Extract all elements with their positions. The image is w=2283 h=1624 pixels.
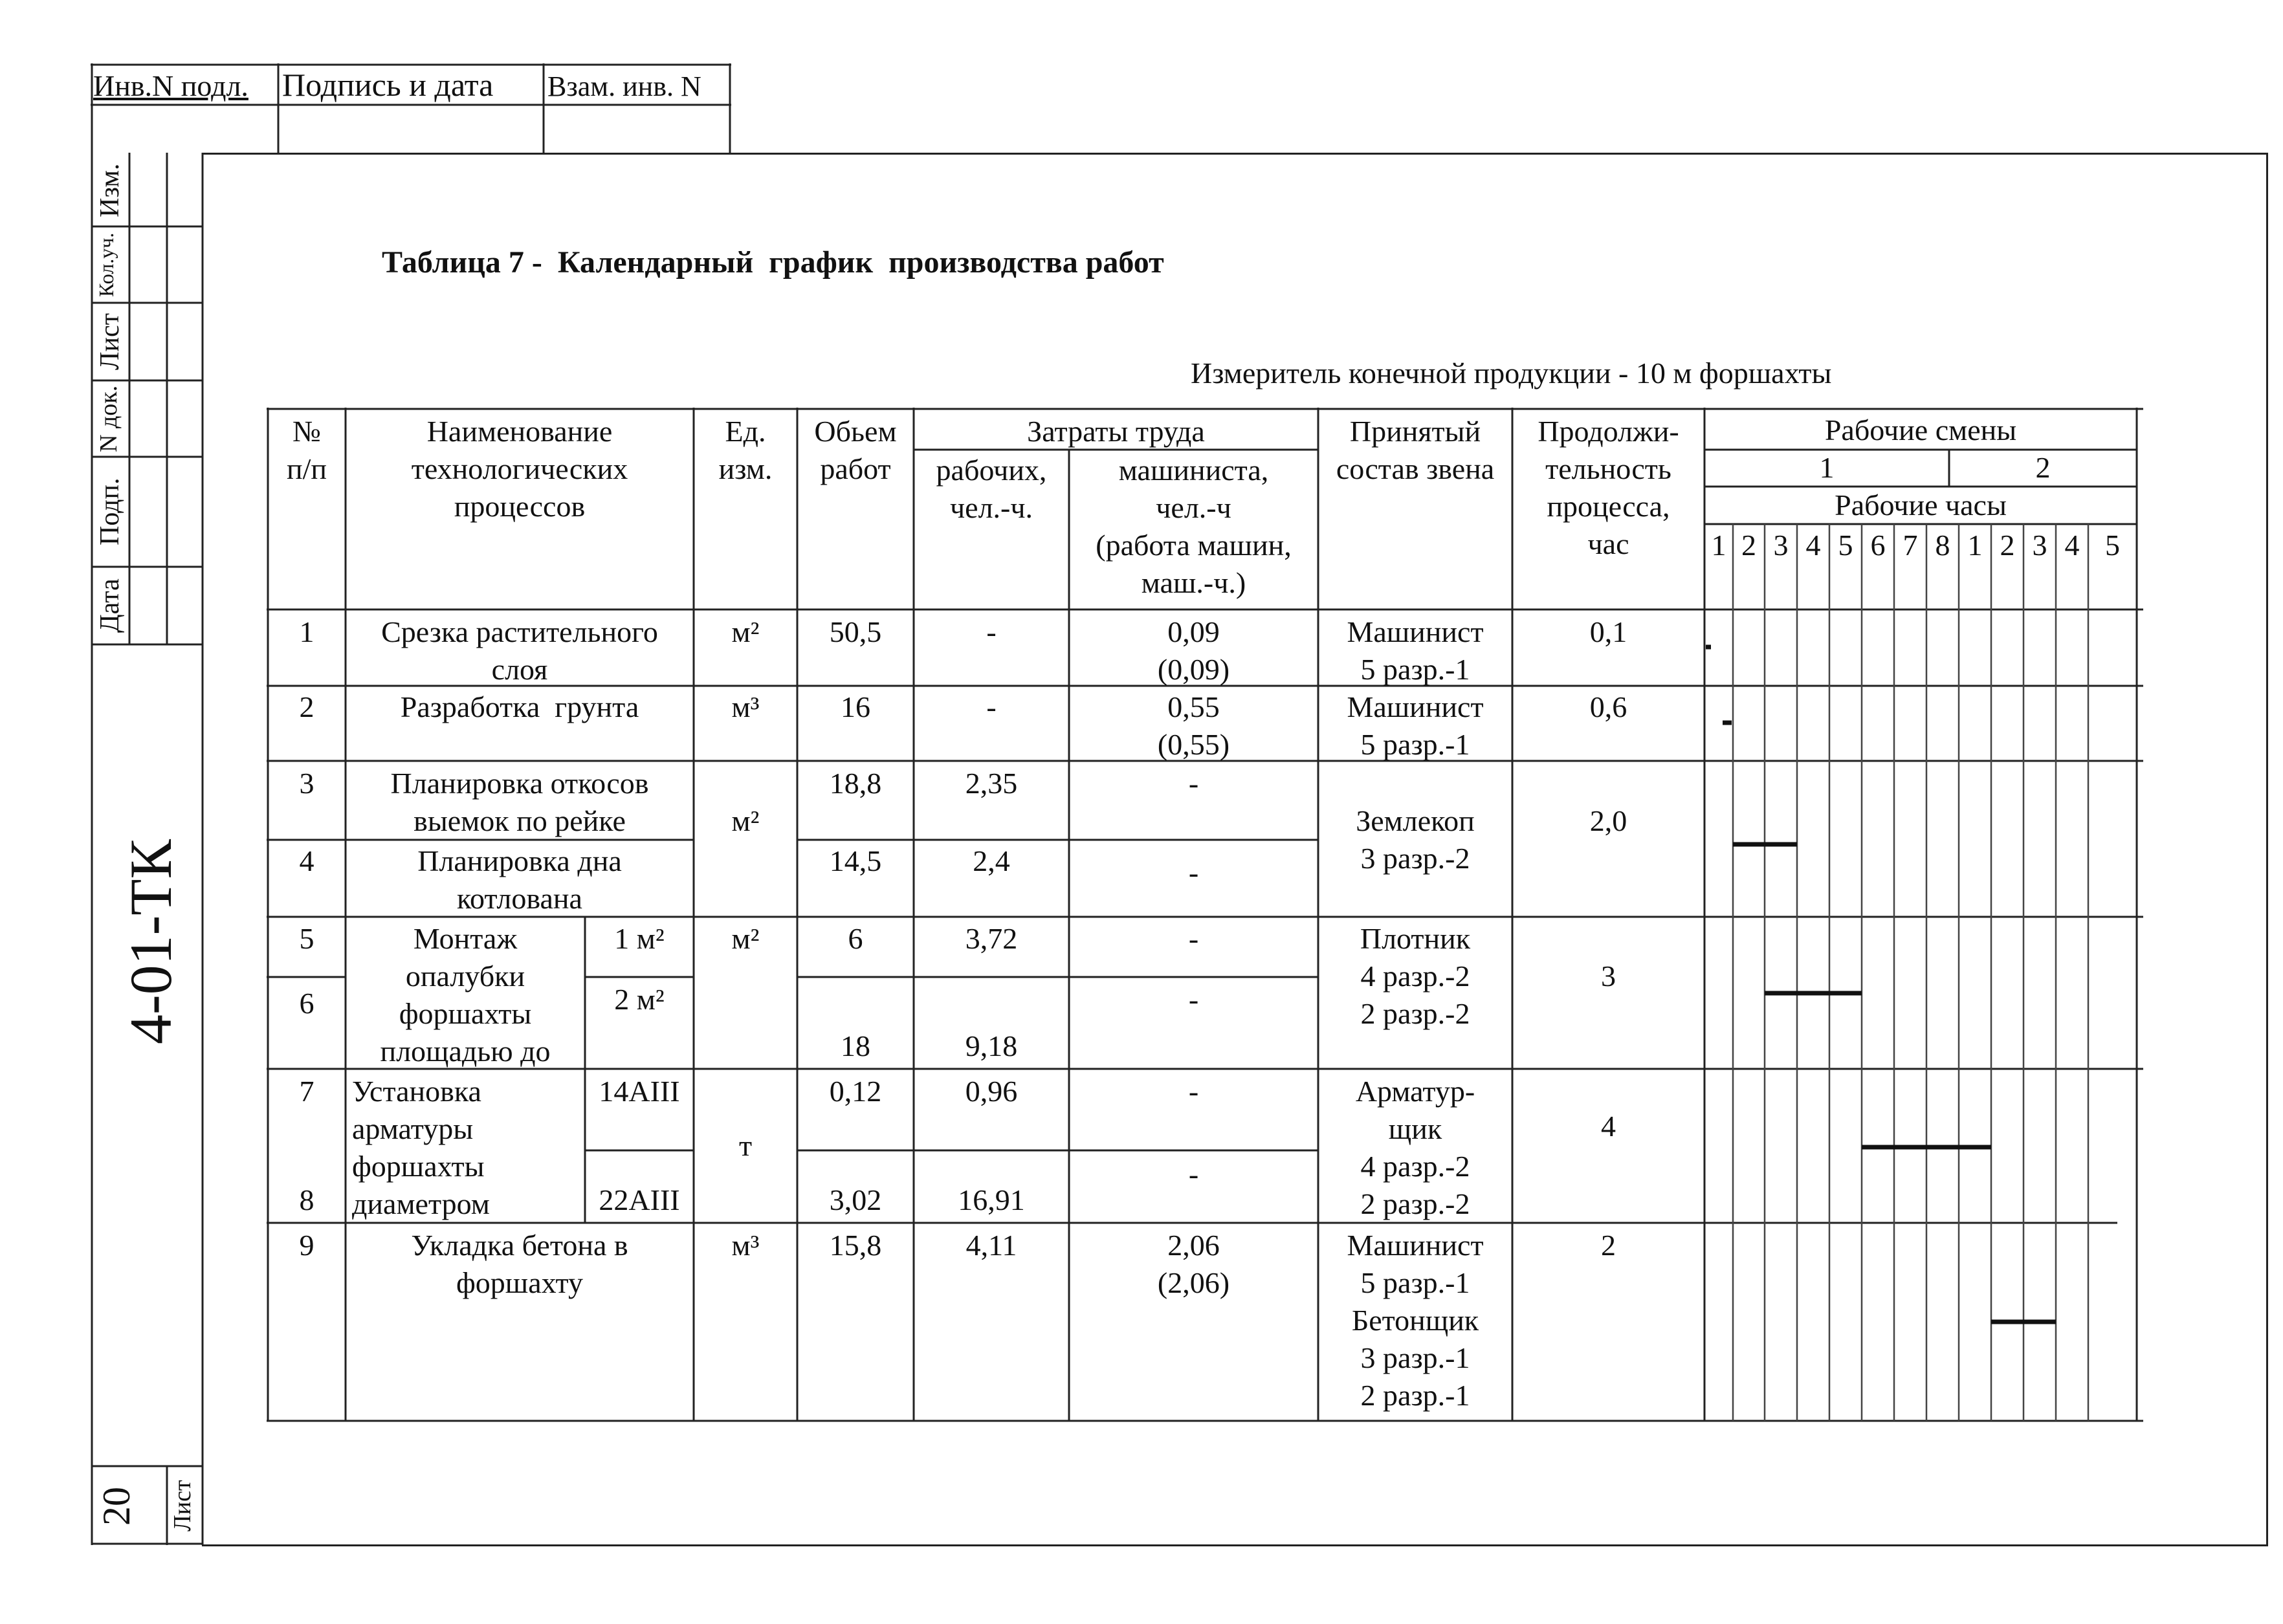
signature-date-label: Подпись и дата <box>282 67 494 103</box>
hour-label: 3 <box>2032 529 2047 562</box>
row1-volume: 50,5 <box>829 615 882 648</box>
stamp-izm: Изм. <box>95 163 125 217</box>
stamp-left-strip <box>91 153 204 1545</box>
row1-workers: - <box>986 615 997 648</box>
row8-num: 8 <box>299 1183 314 1216</box>
row5-num: 5 <box>299 922 314 955</box>
row1-crew: Машинист 5 разр.-1 <box>1347 615 1484 686</box>
row4-workers: 2,4 <box>973 844 1010 877</box>
row6-num: 6 <box>299 987 314 1020</box>
schedule-table <box>267 408 2143 1423</box>
row5-workers: 3,72 <box>965 922 1018 955</box>
row7-8-name: Установка арматуры форшахты диаметром <box>352 1075 490 1220</box>
doc-code: 4-01-ТК <box>118 839 184 1045</box>
row4-num: 4 <box>299 844 314 877</box>
sheet-label: Лист <box>169 1480 196 1531</box>
row3-num: 3 <box>299 767 314 800</box>
sheet-number: 20 <box>95 1487 138 1526</box>
row4-machinist: - <box>1188 856 1199 889</box>
header-name: Наименование технологических процессов <box>411 415 628 523</box>
row3-name: Планировка откосов выемок по рейке <box>390 767 649 837</box>
row4-volume: 14,5 <box>829 844 882 877</box>
row5-6-duration: 3 <box>1601 960 1616 993</box>
hour-label: 1 <box>1711 529 1726 562</box>
row8-machinist: - <box>1188 1158 1199 1191</box>
hour-label: 3 <box>1773 529 1789 562</box>
row7-sub: 14AIII <box>599 1075 680 1108</box>
row7-num: 7 <box>299 1075 314 1108</box>
header-workers: рабочих, чел.-ч. <box>936 454 1047 524</box>
row8-sub: 22AIII <box>599 1183 680 1216</box>
row2-num: 2 <box>299 690 314 723</box>
row5-6-name: Монтаж опалубки форшахты площадью до <box>380 922 551 1068</box>
row8-volume: 3,02 <box>829 1183 882 1216</box>
row3-4-duration: 2,0 <box>1589 804 1627 837</box>
row2-workers: - <box>986 690 997 723</box>
row6-workers: 9,18 <box>965 1029 1018 1062</box>
row2-unit: м³ <box>731 690 760 723</box>
row2-name: Разработка грунта <box>400 690 639 723</box>
row7-8-crew: Арматур- щик 4 разр.-2 2 разр.-2 <box>1355 1075 1475 1220</box>
row2-machinist: 0,55 (0,55) <box>1157 690 1230 761</box>
header-machinist: машиниста, чел.-ч (работа машин, маш.-ч.) <box>1096 454 1292 599</box>
inv-num-label: Инв.N подл. <box>93 69 248 102</box>
stamp-podp: Подп. <box>95 477 125 546</box>
table-title: Таблица 7 - Календарный график производства работ <box>382 245 1164 280</box>
row7-volume: 0,12 <box>829 1075 882 1108</box>
header-crew: Принятый состав звена <box>1336 415 1495 485</box>
row5-volume: 6 <box>848 922 863 955</box>
row9-crew: Машинист 5 разр.-1 Бетонщик 3 разр.-1 2 разр.-1 <box>1347 1229 1484 1412</box>
hour-label: 4 <box>2064 529 2080 562</box>
row7-8-unit: т <box>738 1129 753 1162</box>
row9-volume: 15,8 <box>829 1229 882 1262</box>
row2-duration: 0,6 <box>1589 690 1627 723</box>
row6-volume: 18 <box>841 1029 870 1062</box>
row6-machinist: - <box>1188 983 1199 1016</box>
row3-workers: 2,35 <box>965 767 1018 800</box>
row6-sub: 2 м² <box>614 983 665 1016</box>
stamp-kol-uch: Кол.уч. <box>94 232 118 297</box>
header-hours: Рабочие часы <box>1835 488 2007 521</box>
row7-machinist: - <box>1188 1075 1199 1108</box>
row5-machinist: - <box>1188 922 1199 955</box>
row4-name: Планировка дна котлована <box>417 844 622 915</box>
row1-duration: 0,1 <box>1589 615 1627 648</box>
header-shifts: Рабочие смены <box>1824 413 2017 446</box>
row9-unit: м³ <box>731 1229 760 1262</box>
hour-label: 2 <box>1741 529 1756 562</box>
stamp-data: Дата <box>95 578 125 633</box>
row9-machinist: 2,06 (2,06) <box>1157 1229 1230 1299</box>
stamp-n-dok: N док. <box>95 385 122 452</box>
row5-sub: 1 м² <box>614 922 665 955</box>
row2-volume: 16 <box>841 690 870 723</box>
hour-label: 6 <box>1870 529 1886 562</box>
row9-num: 9 <box>299 1229 314 1262</box>
hour-label: 5 <box>1838 529 1853 562</box>
hour-label: 4 <box>1805 529 1821 562</box>
row5-6-unit: м² <box>731 922 760 955</box>
row5-6-crew: Плотник 4 разр.-2 2 разр.-2 <box>1360 922 1471 1030</box>
header-unit: Ед. изм. <box>718 415 773 485</box>
row1-num: 1 <box>299 615 314 648</box>
row3-4-crew: Землекоп 3 разр.-2 <box>1356 804 1475 875</box>
row9-duration: 2 <box>1601 1229 1616 1262</box>
hour-label: 8 <box>1935 529 1950 562</box>
row8-workers: 16,91 <box>958 1183 1025 1216</box>
table-subtitle: Измеритель конечной продукции - 10 м форшахты <box>1191 357 1832 390</box>
header-shift-2: 2 <box>2035 451 2051 484</box>
row3-4-unit: м² <box>731 804 760 837</box>
row1-machinist: 0,09 (0,09) <box>1157 615 1230 686</box>
header-labor: Затраты труда <box>1027 415 1205 448</box>
replace-inv-label: Взам. инв. N <box>547 71 701 102</box>
hour-label: 7 <box>1902 529 1918 562</box>
row3-volume: 18,8 <box>829 767 882 800</box>
stamp-top-block <box>91 63 731 154</box>
hour-label: 5 <box>2105 529 2120 562</box>
row7-8-duration: 4 <box>1601 1110 1616 1143</box>
row2-crew: Машинист 5 разр.-1 <box>1347 690 1484 761</box>
row3-machinist: - <box>1188 767 1199 800</box>
row1-name: Срезка растительного слоя <box>381 615 658 686</box>
row9-name: Укладка бетона в форшахту <box>411 1229 628 1299</box>
header-volume: Обьем работ <box>814 415 897 485</box>
stamp-list: Лист <box>95 313 125 370</box>
row9-workers: 4,11 <box>965 1229 1017 1262</box>
row1-unit: м² <box>731 615 760 648</box>
header-num: № п/п <box>286 415 327 485</box>
header-shift-1: 1 <box>1819 451 1835 484</box>
hour-label: 2 <box>2000 529 2015 562</box>
row7-workers: 0,96 <box>965 1075 1018 1108</box>
header-duration: Продолжи- тельность процесса, час <box>1538 415 1679 560</box>
hour-label: 1 <box>1967 529 1983 562</box>
